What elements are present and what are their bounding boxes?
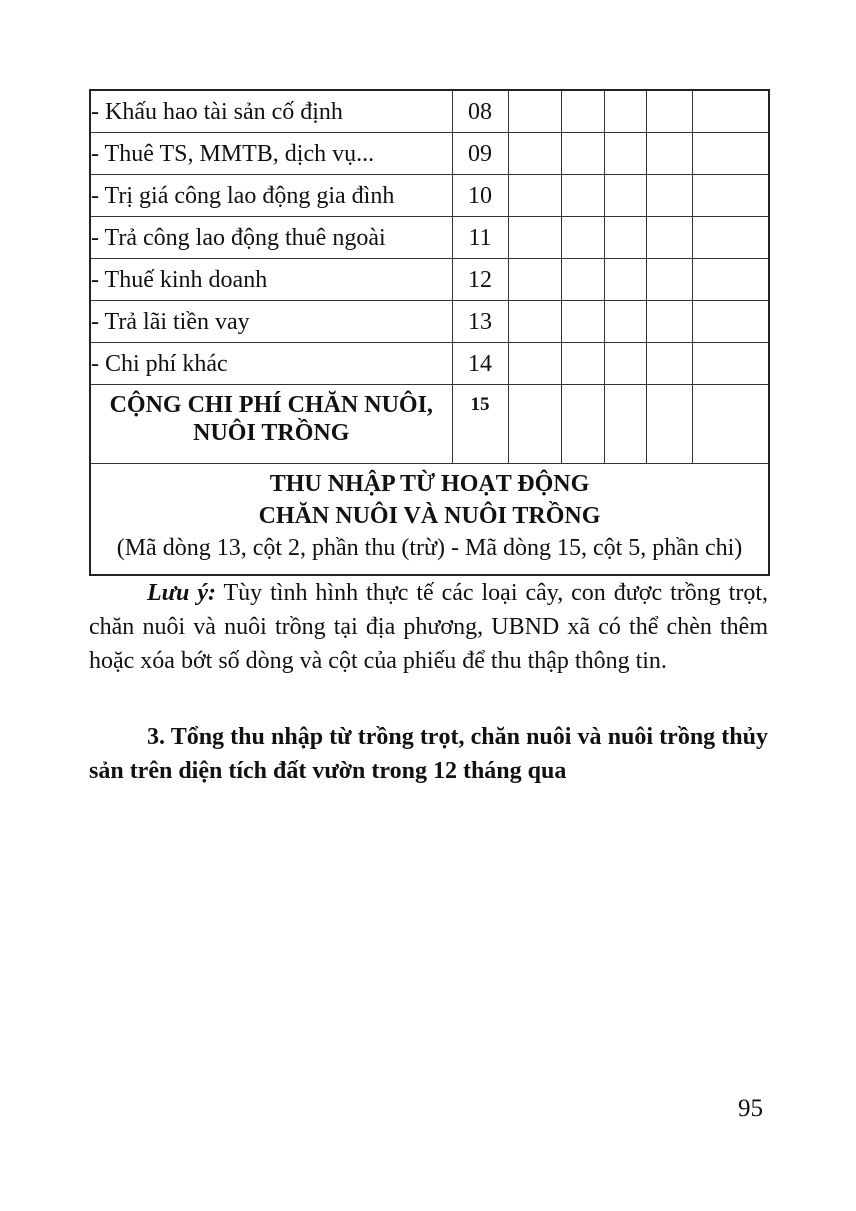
empty-cell <box>692 175 769 217</box>
empty-cell <box>508 217 561 259</box>
empty-cell <box>604 90 646 133</box>
empty-cell <box>692 133 769 175</box>
empty-cell <box>646 343 692 385</box>
row-label: - Chi phí khác <box>90 343 452 385</box>
table-row <box>90 90 769 133</box>
table-row <box>90 133 769 175</box>
total-cost-label-line1: CỘNG CHI PHÍ CHĂN NUÔI, <box>109 392 433 418</box>
empty-cell <box>692 343 769 385</box>
empty-cell <box>692 385 769 464</box>
income-formula-note: (Mã dòng 13, cột 2, phần thu (trừ) - Mã dòng 15, cột 5, phần chi) <box>116 535 743 561</box>
row-label: - Khấu hao tài sản cố định <box>90 90 452 133</box>
empty-cell <box>604 343 646 385</box>
cost-table-container <box>89 89 768 576</box>
empty-cell <box>561 133 604 175</box>
empty-cell <box>604 301 646 343</box>
note-label: Lưu ý: <box>147 580 216 606</box>
row-code: 09 <box>452 133 508 175</box>
income-cell <box>90 464 769 576</box>
empty-cell <box>561 175 604 217</box>
empty-cell <box>561 301 604 343</box>
note-paragraph <box>89 576 768 678</box>
row-code: 08 <box>452 90 508 133</box>
empty-cell <box>646 175 692 217</box>
empty-cell <box>646 385 692 464</box>
empty-cell <box>604 385 646 464</box>
total-cost-label-line2: NUÔI TRỒNG <box>193 420 350 446</box>
table-row <box>90 175 769 217</box>
section-heading <box>89 720 768 788</box>
row-code: 11 <box>452 217 508 259</box>
row-code: 10 <box>452 175 508 217</box>
row-label: - Trả công lao động thuê ngoài <box>90 217 452 259</box>
empty-cell <box>646 259 692 301</box>
note-text: Tùy tình hình thực tế các loại cây, con được trồng trọt, chăn nuôi và nuôi trồng tại địa phương, UBND xã có thể chèn thêm hoặc xóa bớt số dòng và cột của phiếu để thu thập thông tin. <box>89 580 769 674</box>
empty-cell <box>508 259 561 301</box>
empty-cell <box>508 133 561 175</box>
empty-cell <box>646 133 692 175</box>
total-cost-row <box>90 385 769 464</box>
empty-cell <box>604 259 646 301</box>
empty-cell <box>508 90 561 133</box>
row-code: 14 <box>452 343 508 385</box>
empty-cell <box>561 343 604 385</box>
empty-cell <box>508 175 561 217</box>
income-title-line2: CHĂN NUÔI VÀ NUÔI TRỒNG <box>258 503 601 529</box>
total-cost-code: 15 <box>452 385 508 464</box>
empty-cell <box>508 301 561 343</box>
row-code: 13 <box>452 301 508 343</box>
total-cost-label <box>90 385 452 464</box>
empty-cell <box>508 343 561 385</box>
empty-cell <box>646 217 692 259</box>
empty-cell <box>561 385 604 464</box>
empty-cell <box>646 301 692 343</box>
empty-cell <box>692 259 769 301</box>
row-label: - Thuế kinh doanh <box>90 259 452 301</box>
empty-cell <box>604 175 646 217</box>
empty-cell <box>561 259 604 301</box>
empty-cell <box>561 217 604 259</box>
empty-cell <box>508 385 561 464</box>
cost-table <box>89 89 770 576</box>
empty-cell <box>692 301 769 343</box>
table-row <box>90 259 769 301</box>
row-label: - Trả lãi tiền vay <box>90 301 452 343</box>
section-heading-text: 3. Tổng thu nhập từ trồng trọt, chăn nuôi và nuôi trồng thủy sản trên diện tích đất vườn trong 12 tháng qua <box>89 724 768 784</box>
table-row <box>90 343 769 385</box>
row-code: 12 <box>452 259 508 301</box>
empty-cell <box>561 90 604 133</box>
empty-cell <box>692 217 769 259</box>
row-label: - Trị giá công lao động gia đình <box>90 175 452 217</box>
empty-cell <box>604 133 646 175</box>
table-row <box>90 217 769 259</box>
empty-cell <box>646 90 692 133</box>
income-row <box>90 464 769 576</box>
income-title-line1: THU NHẬP TỪ HOẠT ĐỘNG <box>269 471 590 497</box>
empty-cell <box>604 217 646 259</box>
page-number: 95 <box>738 1095 763 1122</box>
table-row <box>90 301 769 343</box>
empty-cell <box>692 90 769 133</box>
row-label: - Thuê TS, MMTB, dịch vụ... <box>90 133 452 175</box>
